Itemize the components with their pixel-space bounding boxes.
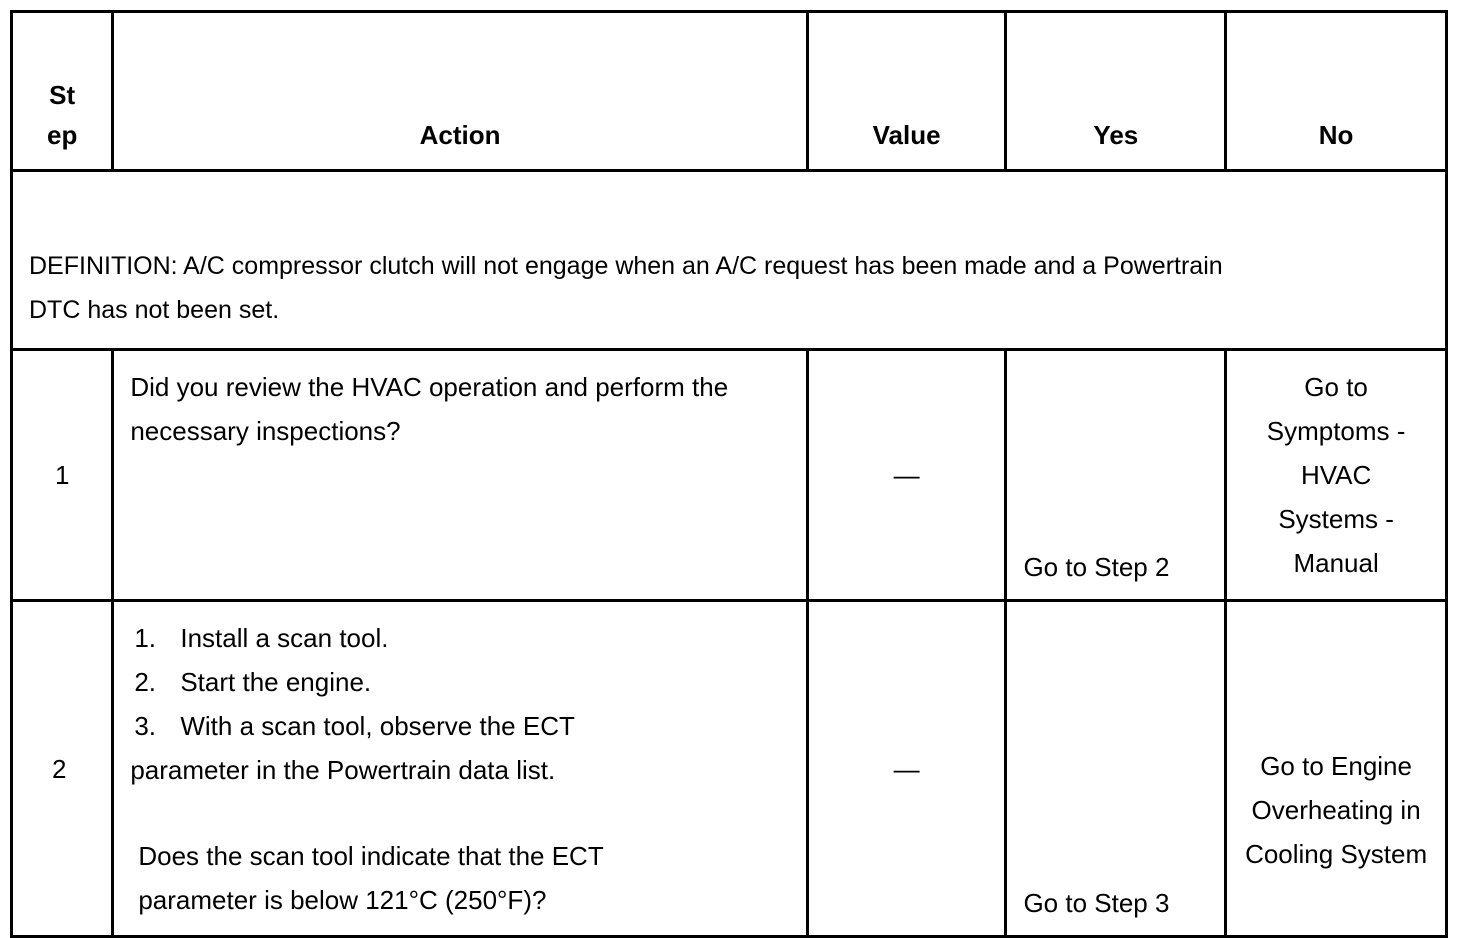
header-action-label: Action [419,120,501,150]
no-text: Go to Engine Overheating in Cooling System [1245,751,1428,869]
list-item [130,616,640,660]
value-text: — [893,460,920,490]
list-item [130,704,640,792]
list-item-text: Install a scan tool. [180,623,389,653]
yes-text: Go to Step 2 [1023,552,1170,582]
yes-cell [1006,601,1226,937]
list-item-text: With a scan tool, observe the ECT parameter in the Powertrain data list. [130,711,575,785]
header-action [113,12,807,171]
definition-row [12,171,1447,350]
list-item-number: 3. [134,711,157,741]
header-no [1226,12,1447,171]
header-yes-label: Yes [1093,120,1139,150]
yes-text: Go to Step 3 [1023,888,1170,918]
list-item-number: 1. [134,623,157,653]
step-cell [12,601,113,937]
header-value [807,12,1006,171]
action-question: Does the scan tool indicate that the ECT parameter is below 121°C (250°F)? [138,841,604,915]
no-cell [1226,601,1447,937]
yes-cell [1006,350,1226,601]
action-steps-list [130,616,640,792]
step-cell [12,350,113,601]
definition-text: DEFINITION: A/C compressor clutch will not engage when an A/C request has been made and a Powertrain DTC has not been set. [29,252,1223,324]
action-content [114,602,658,922]
definition-cell [12,171,1447,350]
header-value-label: Value [872,120,941,150]
header-step-label: St ep [47,80,78,150]
header-yes [1006,12,1226,171]
step-number: 1 [54,460,70,490]
table-row [12,350,1447,601]
value-cell [807,601,1006,937]
no-text: Go to Symptoms - HVAC Systems - Manual [1266,372,1406,578]
step-number: 2 [51,753,67,784]
value-cell [807,350,1006,601]
action-text: Did you review the HVAC operation and perform the necessary inspections? [130,372,729,446]
table-row [12,601,1447,937]
no-cell [1226,350,1447,601]
action-cell [113,601,807,937]
diagnostic-table-page [10,10,1448,918]
value-text: — [893,753,920,784]
header-row [12,12,1447,171]
diagnostic-table [10,10,1448,938]
list-item [130,660,640,704]
action-cell [113,350,807,601]
list-item-text: Start the engine. [180,667,372,697]
header-no-label: No [1318,120,1354,150]
header-step [12,12,113,171]
list-item-number: 2. [134,667,157,697]
